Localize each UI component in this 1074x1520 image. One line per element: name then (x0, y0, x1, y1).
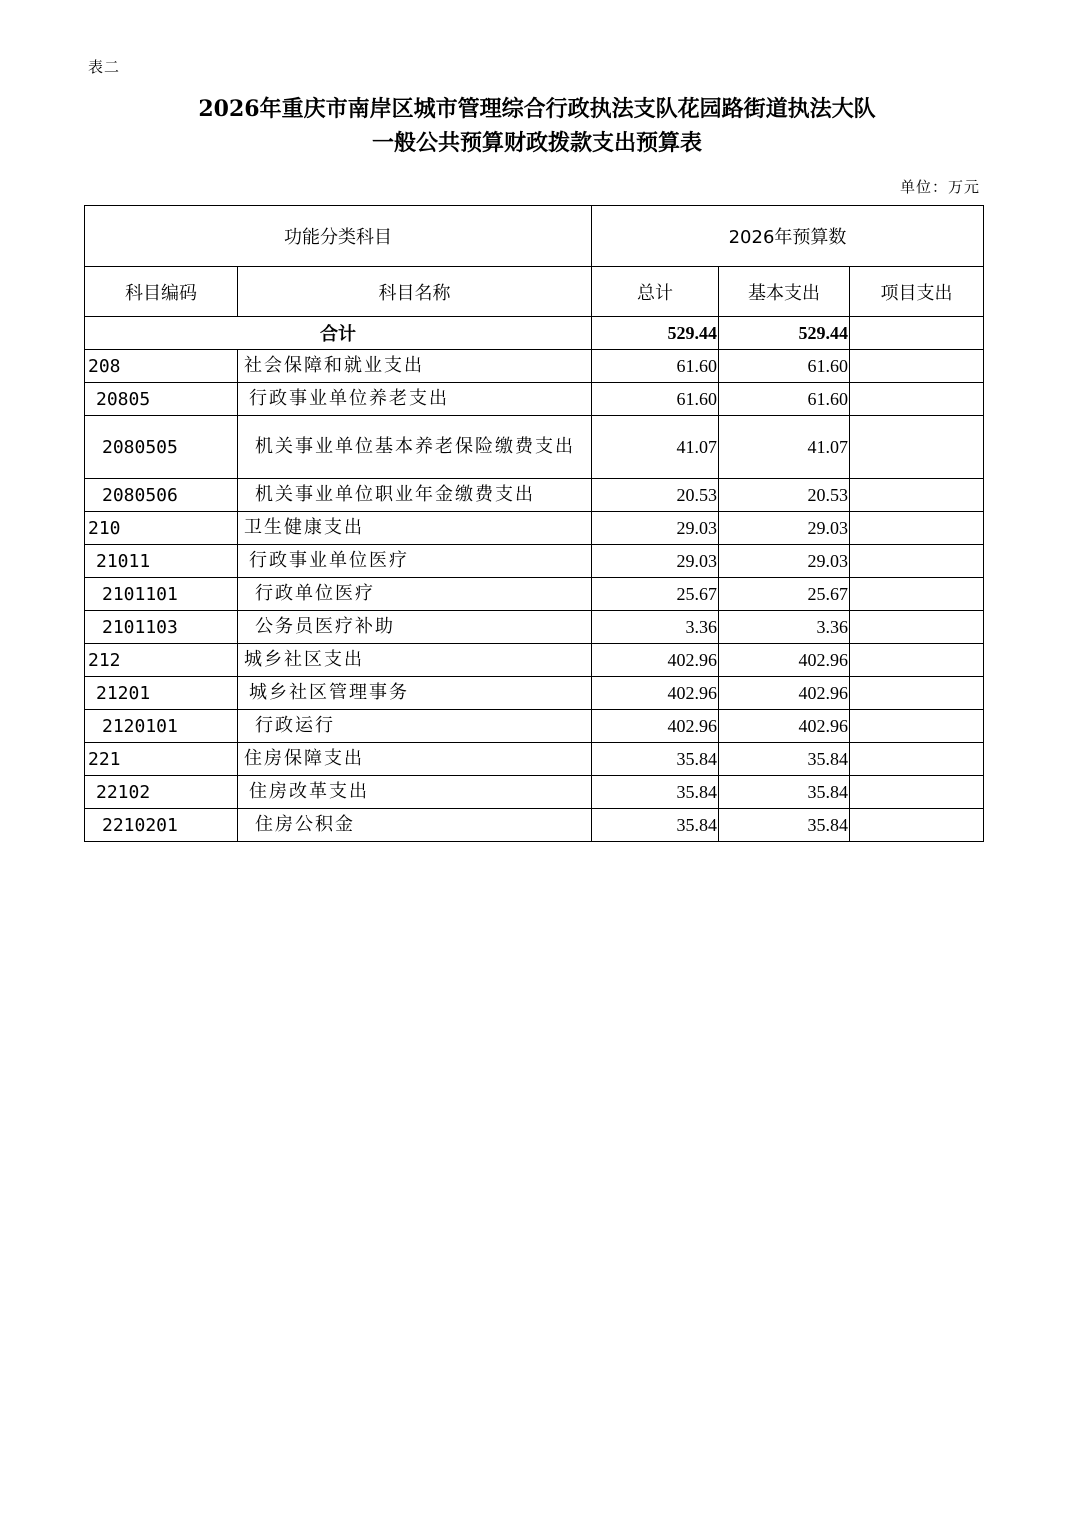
table-row (85, 350, 984, 383)
subject-name-cell: 住房公积金 (238, 809, 592, 842)
table-row (85, 416, 984, 479)
header-row-columns (85, 267, 984, 317)
project-expense-cell (850, 512, 984, 545)
table-row (85, 644, 984, 677)
subject-name-cell: 城乡社区管理事务 (238, 677, 592, 710)
subject-name-cell: 公务员医疗补助 (238, 611, 592, 644)
total-cell: 41.07 (592, 416, 719, 479)
header-function-classification: 功能分类科目 (85, 206, 592, 267)
basic-expense-cell: 3.36 (719, 611, 850, 644)
header-budget-2026: 2026年预算数 (592, 206, 984, 267)
subject-name-cell: 机关事业单位基本养老保险缴费支出 (238, 416, 592, 479)
table-row (85, 710, 984, 743)
project-expense-cell (850, 383, 984, 416)
project-expense-cell (850, 416, 984, 479)
header-project-expense: 项目支出 (850, 267, 984, 317)
basic-expense-cell: 402.96 (719, 644, 850, 677)
subject-name-cell: 行政单位医疗 (238, 578, 592, 611)
basic-expense-cell: 61.60 (719, 350, 850, 383)
subject-name-cell: 卫生健康支出 (238, 512, 592, 545)
basic-expense-cell: 402.96 (719, 677, 850, 710)
table-row (85, 776, 984, 809)
subject-code-cell: 210 (85, 512, 238, 545)
project-expense-cell (850, 776, 984, 809)
header-total: 总计 (592, 267, 719, 317)
page-subtitle: 一般公共预算财政拨款支出预算表 (371, 130, 702, 156)
subject-code-cell: 2210201 (85, 809, 238, 842)
project-expense-cell (850, 479, 984, 512)
subject-code-cell: 21011 (85, 545, 238, 578)
page-title: 2026年重庆市南岸区城市管理综合行政执法支队花园路街道执法大队 (198, 96, 876, 122)
subject-code-cell: 212 (85, 644, 238, 677)
header-subject-name: 科目名称 (238, 267, 592, 317)
total-cell: 61.60 (592, 350, 719, 383)
total-cell: 35.84 (592, 809, 719, 842)
basic-expense-cell: 61.60 (719, 383, 850, 416)
basic-expense-cell: 20.53 (719, 479, 850, 512)
project-expense-cell (850, 644, 984, 677)
basic-expense-cell: 402.96 (719, 710, 850, 743)
basic-expense-cell: 41.07 (719, 416, 850, 479)
subject-code-cell: 2080506 (85, 479, 238, 512)
subject-name-cell: 城乡社区支出 (238, 644, 592, 677)
total-cell: 35.84 (592, 743, 719, 776)
subject-code-cell: 22102 (85, 776, 238, 809)
table-row (85, 677, 984, 710)
subject-code-cell: 208 (85, 350, 238, 383)
project-expense-cell (850, 545, 984, 578)
basic-expense-cell: 29.03 (719, 545, 850, 578)
table-row (85, 512, 984, 545)
basic-expense-cell: 35.84 (719, 743, 850, 776)
subject-name-cell: 机关事业单位职业年金缴费支出 (238, 479, 592, 512)
subject-name-cell: 社会保障和就业支出 (238, 350, 592, 383)
header-subject-code: 科目编码 (85, 267, 238, 317)
basic-expense-cell: 35.84 (719, 809, 850, 842)
total-cell: 402.96 (592, 710, 719, 743)
subject-name-cell: 住房改革支出 (238, 776, 592, 809)
total-label: 合计 (85, 317, 592, 350)
table-row (85, 809, 984, 842)
total-cell: 29.03 (592, 512, 719, 545)
total-cell: 402.96 (592, 644, 719, 677)
project-expense-cell (850, 743, 984, 776)
table-row (85, 578, 984, 611)
table-row (85, 479, 984, 512)
project-expense-cell (850, 677, 984, 710)
subject-code-cell: 221 (85, 743, 238, 776)
total-cell: 3.36 (592, 611, 719, 644)
total-cell: 402.96 (592, 677, 719, 710)
basic-expense-cell: 25.67 (719, 578, 850, 611)
header-basic-expense: 基本支出 (719, 267, 850, 317)
total-basic: 529.44 (719, 317, 850, 350)
basic-expense-cell: 29.03 (719, 512, 850, 545)
header-row-group (85, 206, 984, 267)
table-row (85, 545, 984, 578)
unit-label: 单位：万元 (899, 178, 980, 196)
subject-code-cell: 21201 (85, 677, 238, 710)
project-expense-cell (850, 809, 984, 842)
basic-expense-cell: 35.84 (719, 776, 850, 809)
total-row (85, 317, 984, 350)
project-expense-cell (850, 578, 984, 611)
project-expense-cell (850, 710, 984, 743)
subject-code-cell: 2101101 (85, 578, 238, 611)
project-expense-cell (850, 350, 984, 383)
table-row (85, 611, 984, 644)
total-project (850, 317, 984, 350)
total-cell: 35.84 (592, 776, 719, 809)
total-cell: 25.67 (592, 578, 719, 611)
subject-code-cell: 2101103 (85, 611, 238, 644)
total-cell: 29.03 (592, 545, 719, 578)
subject-name-cell: 住房保障支出 (238, 743, 592, 776)
project-expense-cell (850, 611, 984, 644)
total-cell: 61.60 (592, 383, 719, 416)
subject-name-cell: 行政运行 (238, 710, 592, 743)
subject-code-cell: 20805 (85, 383, 238, 416)
total-sum: 529.44 (592, 317, 719, 350)
sheet-label: 表二 (88, 58, 121, 76)
total-cell: 20.53 (592, 479, 719, 512)
subject-code-cell: 2080505 (85, 416, 238, 479)
table-row (85, 383, 984, 416)
subject-code-cell: 2120101 (85, 710, 238, 743)
subject-name-cell: 行政事业单位养老支出 (238, 383, 592, 416)
table-row (85, 743, 984, 776)
budget-table (84, 205, 984, 842)
subject-name-cell: 行政事业单位医疗 (238, 545, 592, 578)
